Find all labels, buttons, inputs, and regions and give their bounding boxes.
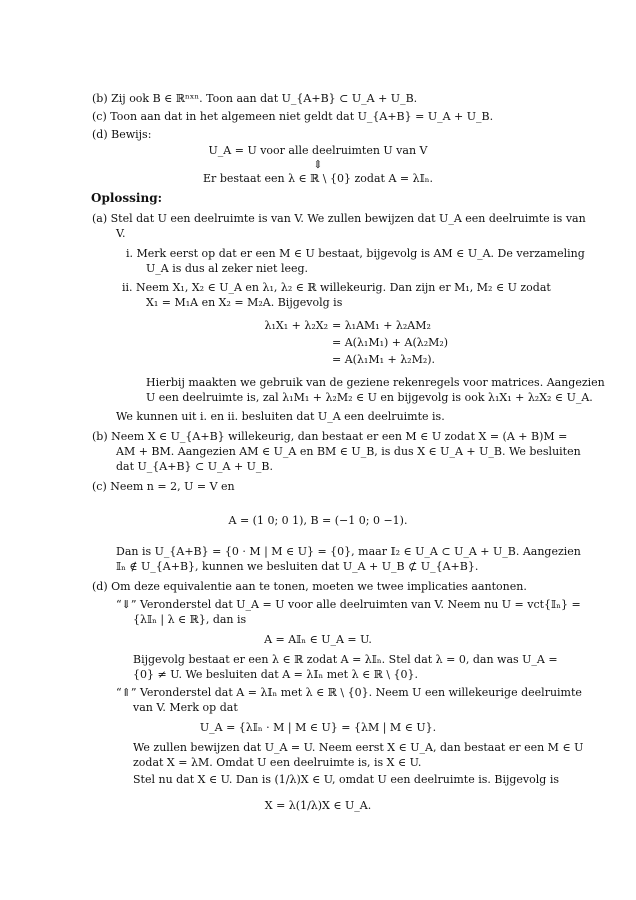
solution-a-line2: V. — [116, 227, 126, 240]
equivalence-arrow: ⇕ — [313, 158, 323, 171]
solution-d-up-line5: Stel nu dat X ∈ U. Dan is (1/λ)X ∈ U, omdat U een deelruimte is. Bijgevolg is — [133, 773, 559, 786]
solution-a-ii-line1: ii. Neem X₁, X₂ ∈ U_A en λ₁, λ₂ ∈ ℝ willekeurig. Dan zijn er M₁, M₂ ∈ U zodat — [122, 281, 551, 294]
remark-line2: U een deelruimte is, zal λ₁M₁ + λ₂M₂ ∈ U en bijgevolg is ook λ₁X₁ + λ₂X₂ ∈ U_A. — [146, 391, 593, 404]
solution-d-up-line4: zodat X = λM. Omdat U een deelruimte is, is X ∈ U. — [133, 756, 422, 769]
solution-d-line1: (d) Om deze equivalentie aan te tonen, moeten we twee implicaties aantonen. — [92, 580, 527, 593]
remark-line1: Hierbij maakten we gebruik van de geziene rekenregels voor matrices. Aangezien — [146, 376, 605, 389]
solution-c-line3: 𝕀ₙ ∉ U_{A+B}, kunnen we besluiten dat U_A + U_B ⊄ U_{A+B}. — [116, 560, 479, 573]
question-d: (d) Bewijs: — [92, 128, 152, 141]
solution-d-up-line3: We zullen bewijzen dat U_A = U. Neem eerst X ∈ U_A, dan bestaat er een M ∈ U — [133, 741, 584, 754]
solution-a-i-line2: U_A is dus al zeker niet leeg. — [146, 262, 309, 275]
solution-a-i-line1: i. Merk eerst op dat er een M ∈ U bestaat, bijgevolg is AM ∈ U_A. De verzameling — [126, 247, 585, 260]
solution-a-ii-line2: X₁ = M₁A en X₂ = M₂A. Bijgevolg is — [146, 296, 343, 309]
conclusion-a: We kunnen uit i. en ii. besluiten dat U_A een deelruimte is. — [116, 410, 445, 423]
solution-c-line1: (c) Neem n = 2, U = V en — [92, 480, 235, 493]
solution-d-down-line4: {0} ≠ U. We besluiten dat A = λ𝕀ₙ met λ ∈ ℝ \ {0}. — [133, 668, 419, 681]
solution-b-line1: (b) Neem X ∈ U_{A+B} willekeurig, dan bestaat er een M ∈ U zodat X = (A + B)M = — [92, 430, 568, 443]
align-rhs-2: = A(λ₁M₁) + A(λ₂M₂) — [332, 336, 449, 349]
solution-b-line2: AM + BM. Aangezien AM ∈ U_A en BM ∈ U_B, is dus X ∈ U_A + U_B. We besluiten — [116, 445, 581, 458]
align-lhs: λ₁X₁ + λ₂X₂ — [264, 319, 328, 332]
solution-d-down-line1: “⇓” Veronderstel dat U_A = U voor alle deelruimten van V. Neem nu U = vct{𝕀ₙ} = — [116, 598, 581, 611]
solution-a-line1: (a) Stel dat U een deelruimte is van V. We zullen bewijzen dat U_A een deelruimte is van — [92, 212, 586, 225]
solution-d-up-line2: van V. Merk op dat — [133, 701, 238, 714]
matrix-definition: A = (1 0; 0 1), B = (−1 0; 0 −1). — [228, 514, 408, 527]
question-b: (b) Zij ook B ∈ ℝⁿˣⁿ. Toon aan dat U_{A+B} ⊂ U_A + U_B. — [92, 92, 418, 105]
align-rhs-3: = A(λ₁M₁ + λ₂M₂). — [332, 353, 436, 366]
question-c: (c) Toon aan dat in het algemeen niet geldt dat U_{A+B} = U_A + U_B. — [92, 110, 494, 123]
solution-c-line2: Dan is U_{A+B} = {0 · M | M ∈ U} = {0}, maar 𝕀₂ ∈ U_A ⊂ U_A + U_B. Aangezien — [116, 545, 581, 558]
solution-heading: Oplossing: — [91, 191, 163, 205]
equivalence-top: U_A = U voor alle deelruimten U van V — [208, 144, 428, 157]
solution-b-line3: dat U_{A+B} ⊂ U_A + U_B. — [116, 460, 274, 473]
equation-a-in-ua: A = A𝕀ₙ ∈ U_A = U. — [264, 633, 372, 646]
equation-ua-set: U_A = {λ𝕀ₙ · M | M ∈ U} = {λM | M ∈ U}. — [199, 721, 437, 734]
align-rhs-1: = λ₁AM₁ + λ₂AM₂ — [332, 319, 431, 332]
equivalence-bottom: Er bestaat een λ ∈ ℝ \ {0} zodat A = λ𝕀ₙ. — [203, 172, 433, 185]
solution-d-down-line2: {λ𝕀ₙ | λ ∈ ℝ}, dan is — [133, 613, 247, 626]
solution-d-up-line1: “⇑” Veronderstel dat A = λ𝕀ₙ met λ ∈ ℝ \ {0}. Neem U een willekeurige deelruimte — [116, 686, 582, 699]
solution-d-down-line3: Bijgevolg bestaat er een λ ∈ ℝ zodat A = λ𝕀ₙ. Stel dat λ = 0, dan was U_A = — [133, 653, 558, 666]
equation-x-in-ua: X = λ(1/λ)X ∈ U_A. — [264, 799, 372, 812]
